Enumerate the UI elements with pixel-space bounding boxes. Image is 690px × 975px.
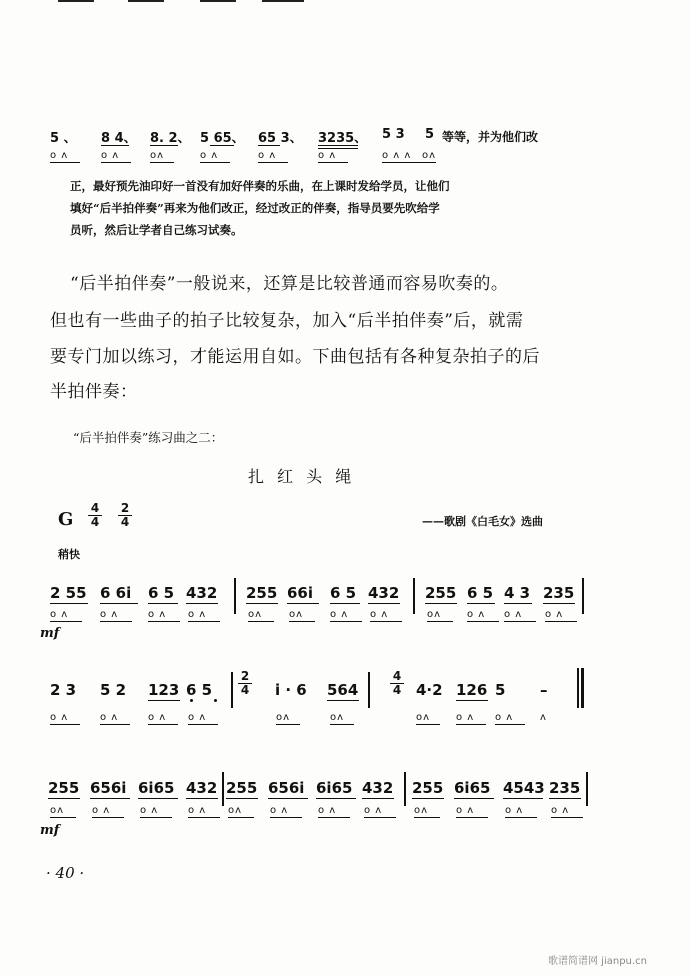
accomp-mark: oʌ (248, 609, 263, 620)
underline (140, 817, 172, 818)
intro-note: 3235、 (318, 131, 368, 146)
note-group: 6 5 (148, 584, 175, 602)
note-group: 4·2 (416, 681, 443, 699)
underline (467, 621, 499, 622)
underline (382, 162, 436, 163)
intro-note: 65 3、 (258, 131, 303, 146)
underline (414, 817, 440, 818)
underline (138, 798, 178, 799)
underline (416, 724, 440, 725)
note-group: 235 (549, 779, 581, 797)
note-group: 255 (226, 779, 258, 797)
intro-accomp: o ʌ (200, 150, 219, 161)
underline (50, 603, 88, 604)
underline (226, 798, 258, 799)
accomp-mark: ʌ (540, 712, 547, 723)
accomp-mark: oʌ (330, 712, 345, 723)
underline (318, 162, 348, 163)
underline (504, 621, 536, 622)
underline (246, 603, 278, 604)
note-group: – (540, 681, 548, 699)
accomp-mark: o ʌ (495, 712, 514, 723)
source-credit: ——歌剧《白毛女》选曲 (422, 515, 543, 528)
underline (454, 798, 494, 799)
top-rule (128, 0, 164, 2)
paragraph-line: “后半拍伴奏”一般说来，还算是比较普通而容易吹奏的。 (70, 274, 509, 294)
note-group: 255 (48, 779, 80, 797)
underline (549, 798, 581, 799)
page-number: · 40 · (46, 864, 85, 882)
underline (456, 724, 486, 725)
underline (456, 700, 488, 701)
barline (582, 578, 584, 614)
underline (364, 817, 396, 818)
intro-note: 8. 2、 (150, 131, 191, 146)
paragraph-line: 但也有一些曲子的拍子比较复杂，加入“后半拍伴奏”后，就需 (50, 311, 524, 331)
underline (90, 798, 130, 799)
underline (92, 817, 124, 818)
exercise-label: “后半拍伴奏”练习曲之二： (73, 430, 224, 445)
underline (100, 621, 132, 622)
accomp-mark: o ʌ (140, 805, 159, 816)
intro-note: 5 65、 (200, 131, 245, 146)
underline (270, 817, 302, 818)
underline (228, 817, 254, 818)
underline (148, 724, 178, 725)
time-signature: 2 4 (238, 670, 252, 697)
note-group: 5 2 (100, 681, 127, 699)
underline (362, 798, 394, 799)
underline (427, 621, 453, 622)
accomp-mark: o ʌ (50, 609, 69, 620)
underline (148, 621, 180, 622)
note-group: 255 (425, 584, 457, 602)
note-group: i · 6 (275, 681, 307, 699)
accomp-mark: o ʌ (456, 712, 475, 723)
barline (231, 672, 233, 708)
accomp-mark: oʌ (50, 805, 65, 816)
top-rule (200, 0, 236, 2)
underline (148, 603, 178, 604)
note-group: 432 (368, 584, 400, 602)
underline (248, 621, 274, 622)
underline (495, 724, 525, 725)
underline (287, 603, 319, 604)
intro-accomp: o ʌ (318, 150, 337, 161)
barline (413, 578, 415, 614)
underline (150, 145, 178, 146)
accomp-mark: oʌ (276, 712, 291, 723)
accomp-mark: oʌ (289, 609, 304, 620)
note-group: 432 (186, 779, 218, 797)
accomp-mark: oʌ (414, 805, 429, 816)
underline (188, 724, 218, 725)
underline (545, 621, 577, 622)
note-group: 656i (268, 779, 305, 797)
accomp-mark: o ʌ (318, 805, 337, 816)
barline (586, 772, 588, 806)
accomp-mark: o ʌ (364, 805, 383, 816)
accomp-mark: o ʌ (100, 609, 119, 620)
accomp-mark: o ʌ (188, 712, 207, 723)
note-group: 6i65 (138, 779, 175, 797)
barline (222, 772, 224, 806)
note-group: 123 (148, 681, 180, 699)
note-group: 6 5 (186, 681, 213, 699)
top-rule (262, 0, 304, 2)
accomp-mark: o ʌ (92, 805, 111, 816)
intro-tail-text: 等等，并为他们改 (442, 130, 539, 144)
underline (100, 603, 138, 604)
paragraph-line: 要专门加以练习，才能运用自如。下曲包括有各种复杂拍子的后 (50, 347, 540, 367)
accomp-mark: o ʌ (188, 805, 207, 816)
accomp-mark: o ʌ (370, 609, 389, 620)
underline (316, 798, 356, 799)
underline (370, 621, 402, 622)
note-group: 432 (362, 779, 394, 797)
underline (289, 621, 315, 622)
note-group: 6 5 (330, 584, 357, 602)
note-group: 6 5 (467, 584, 494, 602)
watermark: 歌谱简谱网 jianpu.cn (548, 956, 647, 967)
time-signature: 4 4 (390, 670, 404, 697)
underline (50, 817, 76, 818)
underline (318, 145, 358, 146)
note-group: 126 (456, 681, 488, 699)
accomp-mark: o ʌ (148, 712, 167, 723)
underline (467, 603, 495, 604)
underline (276, 724, 300, 725)
intro-note: 8 4、 (101, 131, 137, 146)
accomp-mark: oʌ (427, 609, 442, 620)
underline (150, 162, 174, 163)
underline (543, 603, 575, 604)
note-group: 66i (287, 584, 314, 602)
underline (101, 145, 129, 146)
note-group: 235 (543, 584, 575, 602)
octave-dot (190, 699, 193, 702)
time-signature: 4 4 (88, 502, 102, 529)
octave-dot (214, 699, 217, 702)
intro-accomp: o ʌ (258, 150, 277, 161)
note-group: 564 (327, 681, 359, 699)
accomp-mark: o ʌ (456, 805, 475, 816)
tempo-marking: 稍快 (58, 548, 80, 561)
intro-note: 5 (425, 127, 435, 142)
note-group: 2 3 (50, 681, 77, 699)
accomp-mark: o ʌ (50, 712, 69, 723)
intro-accomp: o ʌ ʌ (382, 150, 412, 161)
underline (318, 817, 350, 818)
accomp-mark: o ʌ (545, 609, 564, 620)
barline (404, 772, 406, 806)
underline (210, 145, 234, 146)
accomp-mark: o ʌ (504, 609, 523, 620)
note-group: 2 55 (50, 584, 87, 602)
underline (330, 603, 360, 604)
underline (186, 798, 218, 799)
instruction-line: 员听，然后让学者自己练习试奏。 (70, 223, 243, 237)
instruction-line: 填好“后半拍伴奏”再来为他们改正，经过改正的伴奏，指导员要先吹给学 (70, 201, 440, 215)
intro-accomp: o ʌ (50, 150, 69, 161)
underline (268, 798, 308, 799)
note-group: 432 (186, 584, 218, 602)
note-group: 6i65 (454, 779, 491, 797)
song-title: 扎 红 头 绳 (248, 467, 356, 486)
accomp-mark: o ʌ (551, 805, 570, 816)
underline (425, 603, 457, 604)
final-barline (577, 668, 579, 708)
underline (188, 621, 220, 622)
accomp-mark: o ʌ (270, 805, 289, 816)
underline (188, 817, 220, 818)
accomp-mark: o ʌ (188, 609, 207, 620)
accomp-mark: oʌ (228, 805, 243, 816)
note-group: 4 3 (504, 584, 531, 602)
underline (200, 162, 230, 163)
intro-accomp: oʌ (422, 150, 437, 161)
note-group: 5 (495, 681, 506, 699)
underline (504, 603, 532, 604)
intro-accomp: o ʌ (101, 150, 120, 161)
underline (318, 148, 358, 149)
underline (412, 798, 444, 799)
top-rule (58, 0, 94, 2)
intro-note: 5 3 (382, 127, 405, 142)
note-group: 255 (246, 584, 278, 602)
underline (258, 145, 280, 146)
underline (330, 724, 354, 725)
underline (456, 817, 488, 818)
final-barline (581, 668, 584, 708)
underline (503, 798, 543, 799)
barline (368, 672, 370, 708)
underline (100, 724, 130, 725)
accomp-mark: o ʌ (330, 609, 349, 620)
note-group: 656i (90, 779, 127, 797)
underline (50, 621, 82, 622)
underline (330, 621, 362, 622)
underline (50, 724, 80, 725)
underline (327, 700, 359, 701)
paragraph-line: 半拍伴奏： (50, 382, 138, 402)
dynamic-marking: mf (40, 626, 60, 641)
note-group: 4543 (503, 779, 545, 797)
intro-note: 5 、 (50, 131, 77, 146)
intro-accomp: oʌ (150, 150, 165, 161)
accomp-mark: o ʌ (100, 712, 119, 723)
dynamic-marking: mf (40, 823, 60, 838)
accomp-mark: oʌ (416, 712, 431, 723)
underline (551, 817, 583, 818)
underline (148, 700, 180, 701)
accomp-mark: o ʌ (148, 609, 167, 620)
underline (101, 162, 131, 163)
accomp-mark: o ʌ (505, 805, 524, 816)
underline (368, 603, 400, 604)
underline (48, 798, 80, 799)
note-group: 6 6i (100, 584, 132, 602)
instruction-line: 正，最好预先油印好一首没有加好伴奏的乐曲，在上课时发给学员，让他们 (70, 179, 450, 193)
underline (258, 162, 288, 163)
underline (505, 817, 537, 818)
note-group: 6i65 (316, 779, 353, 797)
barline (234, 578, 236, 614)
underline (186, 603, 218, 604)
key-signature: G (58, 509, 74, 530)
accomp-mark: o ʌ (467, 609, 486, 620)
note-group: 255 (412, 779, 444, 797)
underline (50, 162, 80, 163)
time-signature: 2 4 (118, 502, 132, 529)
